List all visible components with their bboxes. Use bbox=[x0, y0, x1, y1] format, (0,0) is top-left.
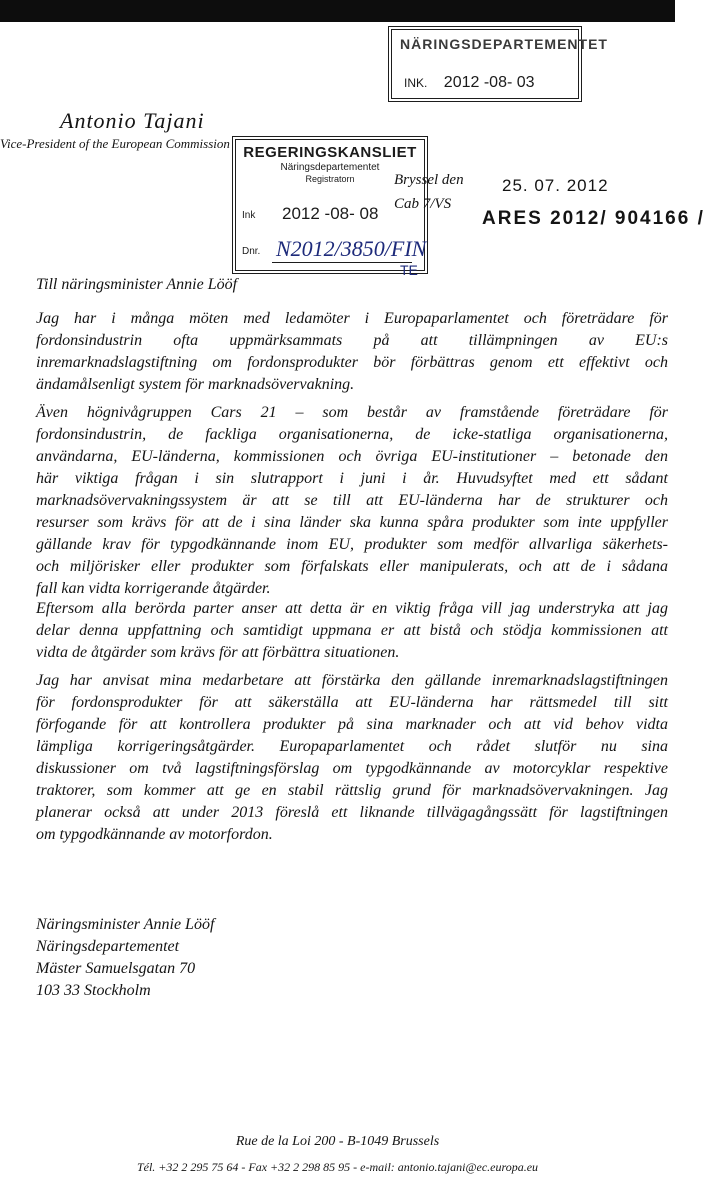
paragraph-line: inremarknadslagstiftning om fordonsprodukter bör förbättras genom ett effektivt och bbox=[36, 354, 668, 371]
letter-reference: Cab 7/VS bbox=[394, 196, 452, 212]
top-black-bar bbox=[0, 0, 675, 22]
sender-name: Antonio Tajani bbox=[60, 108, 205, 133]
ministry-stamp-title: NÄRINGSDEPARTEMENTET bbox=[400, 36, 608, 52]
address-line: Näringsminister Annie Lööf bbox=[36, 916, 215, 933]
government-stamp-dnr-label: Dnr. bbox=[242, 246, 261, 257]
government-stamp-title: REGERINGSKANSLIET bbox=[243, 144, 417, 161]
paragraph-line: fall kan vidta korrigerande åtgärder. bbox=[36, 580, 271, 597]
letter-place: Bryssel den bbox=[394, 172, 464, 188]
dnr-underline bbox=[272, 262, 412, 263]
paragraph-line: förfogande för att kontrollera produkter på sina marknader och att vid behov vidta bbox=[36, 716, 668, 733]
paragraph-line: användarna, EU-länderna, kommissionen och övriga EU-institutioner – betonade den bbox=[36, 448, 668, 465]
salutation: Till näringsminister Annie Lööf bbox=[36, 276, 238, 293]
government-stamp-subtitle: Näringsdepartementet bbox=[280, 162, 380, 173]
paragraph-2 bbox=[36, 402, 668, 600]
footer-address: Rue de la Loi 200 - B-1049 Brussels bbox=[235, 1134, 440, 1149]
paragraph-line: fordonsindustrin ofta uppmärksammats på att tillämpningen av EU:s bbox=[36, 332, 668, 349]
government-stamp-ink-label: Ink bbox=[242, 210, 256, 221]
ares-number: ARES 2012/ 904166 / bbox=[482, 208, 705, 229]
paragraph-line: Eftersom alla berörda parter anser att detta är en viktig fråga vill jag understryka att jag bbox=[36, 600, 668, 617]
ministry-stamp-date-row bbox=[404, 74, 535, 92]
paragraph-line: fordonsindustrin, de fackliga organisationerna, de icke-statliga organisationerna, bbox=[36, 426, 668, 443]
footer-contact: Tél. +32 2 295 75 64 - Fax +32 2 298 85 95 - e-mail: antonio.tajani@ec.europa.eu bbox=[136, 1160, 539, 1174]
paragraph-line: ändamålsenligt system för marknadsövervakning. bbox=[36, 376, 355, 393]
paragraph-line: planerar också att under 2013 föreslå ett liknande tillvägagångssätt för lagstiftningen bbox=[36, 804, 668, 821]
paragraph-line: och miljörisker eller produkter som förfalskats eller manipulerats, och att de i sådana bbox=[36, 558, 668, 575]
government-stamp-registry: Registratorn bbox=[305, 174, 355, 184]
address-line: Mäster Samuelsgatan 70 bbox=[36, 960, 196, 977]
paragraph-1 bbox=[36, 308, 668, 396]
paragraph-line: lämpliga korrigeringsåtgärder. Europaparlamentet och rådet slutför nu sina bbox=[36, 738, 668, 755]
paragraph-line: traktorer, som kommer att ge en stabil rättslig grund för marknadsövervakningen. Jag bbox=[36, 782, 668, 799]
address-line: Näringsdepartementet bbox=[36, 938, 180, 955]
ministry-received-stamp bbox=[388, 26, 608, 102]
paragraph-4 bbox=[36, 670, 668, 846]
paragraph-line: här viktiga frågan i sin slutrapport i juni i år. Huvudsyftet med ett sådant bbox=[36, 470, 668, 487]
paragraph-line: marknadsövervakningssystem är att se till att EU-länderna har de strukturer och bbox=[36, 492, 668, 509]
paragraph-line: Jag har i många möten med ledamöter i Europaparlamentet och företrädare för bbox=[36, 310, 668, 327]
address-line: 103 33 Stockholm bbox=[36, 982, 151, 999]
recipient-address bbox=[36, 914, 214, 1002]
letter-date: 25. 07. 2012 bbox=[502, 176, 609, 195]
government-stamp-date: 2012 -08- 08 bbox=[282, 204, 379, 223]
paragraph-line: om typgodkännande av motorfordon. bbox=[36, 826, 273, 843]
paragraph-line: delar denna uppfattning och samtidigt uppmana er att bistå och stödja kommissionen att bbox=[36, 622, 668, 639]
paragraph-line: vidta de åtgärder som krävs för att förbättra situationen. bbox=[36, 644, 400, 661]
paragraph-line: resurser som krävs för att de i sina länder ska kunna spåra produkter som inte uppfyller bbox=[36, 514, 668, 531]
ministry-stamp-date: 2012 -08- 03 bbox=[443, 74, 535, 91]
paragraph-line: gällande krav för typgodkännande inom EU, produkter som medför allvarliga säkerhets- bbox=[36, 536, 668, 553]
paragraph-line: diskussioner om två lagstiftningsförslag om typgodkännande av motorcyklar respektive bbox=[36, 760, 668, 777]
ministry-stamp-ink-label: INK. bbox=[404, 76, 428, 90]
paragraph-line: för fordonsprodukter för att säkerställa att EU-länderna har rättsmedel till sitt bbox=[36, 694, 668, 711]
government-stamp-dnr-value: N2012/3850/FIN bbox=[276, 236, 427, 261]
sender-title: Vice-President of the European Commission bbox=[0, 136, 230, 151]
paragraph-3 bbox=[36, 598, 668, 664]
handwritten-initials: TE bbox=[400, 262, 418, 278]
paragraph-line: Även högnivågruppen Cars 21 – som består av framstående företrädare för bbox=[36, 404, 668, 421]
paragraph-line: Jag har anvisat mina medarbetare att förstärka den gällande inremarknadslagstiftningen bbox=[36, 672, 668, 689]
